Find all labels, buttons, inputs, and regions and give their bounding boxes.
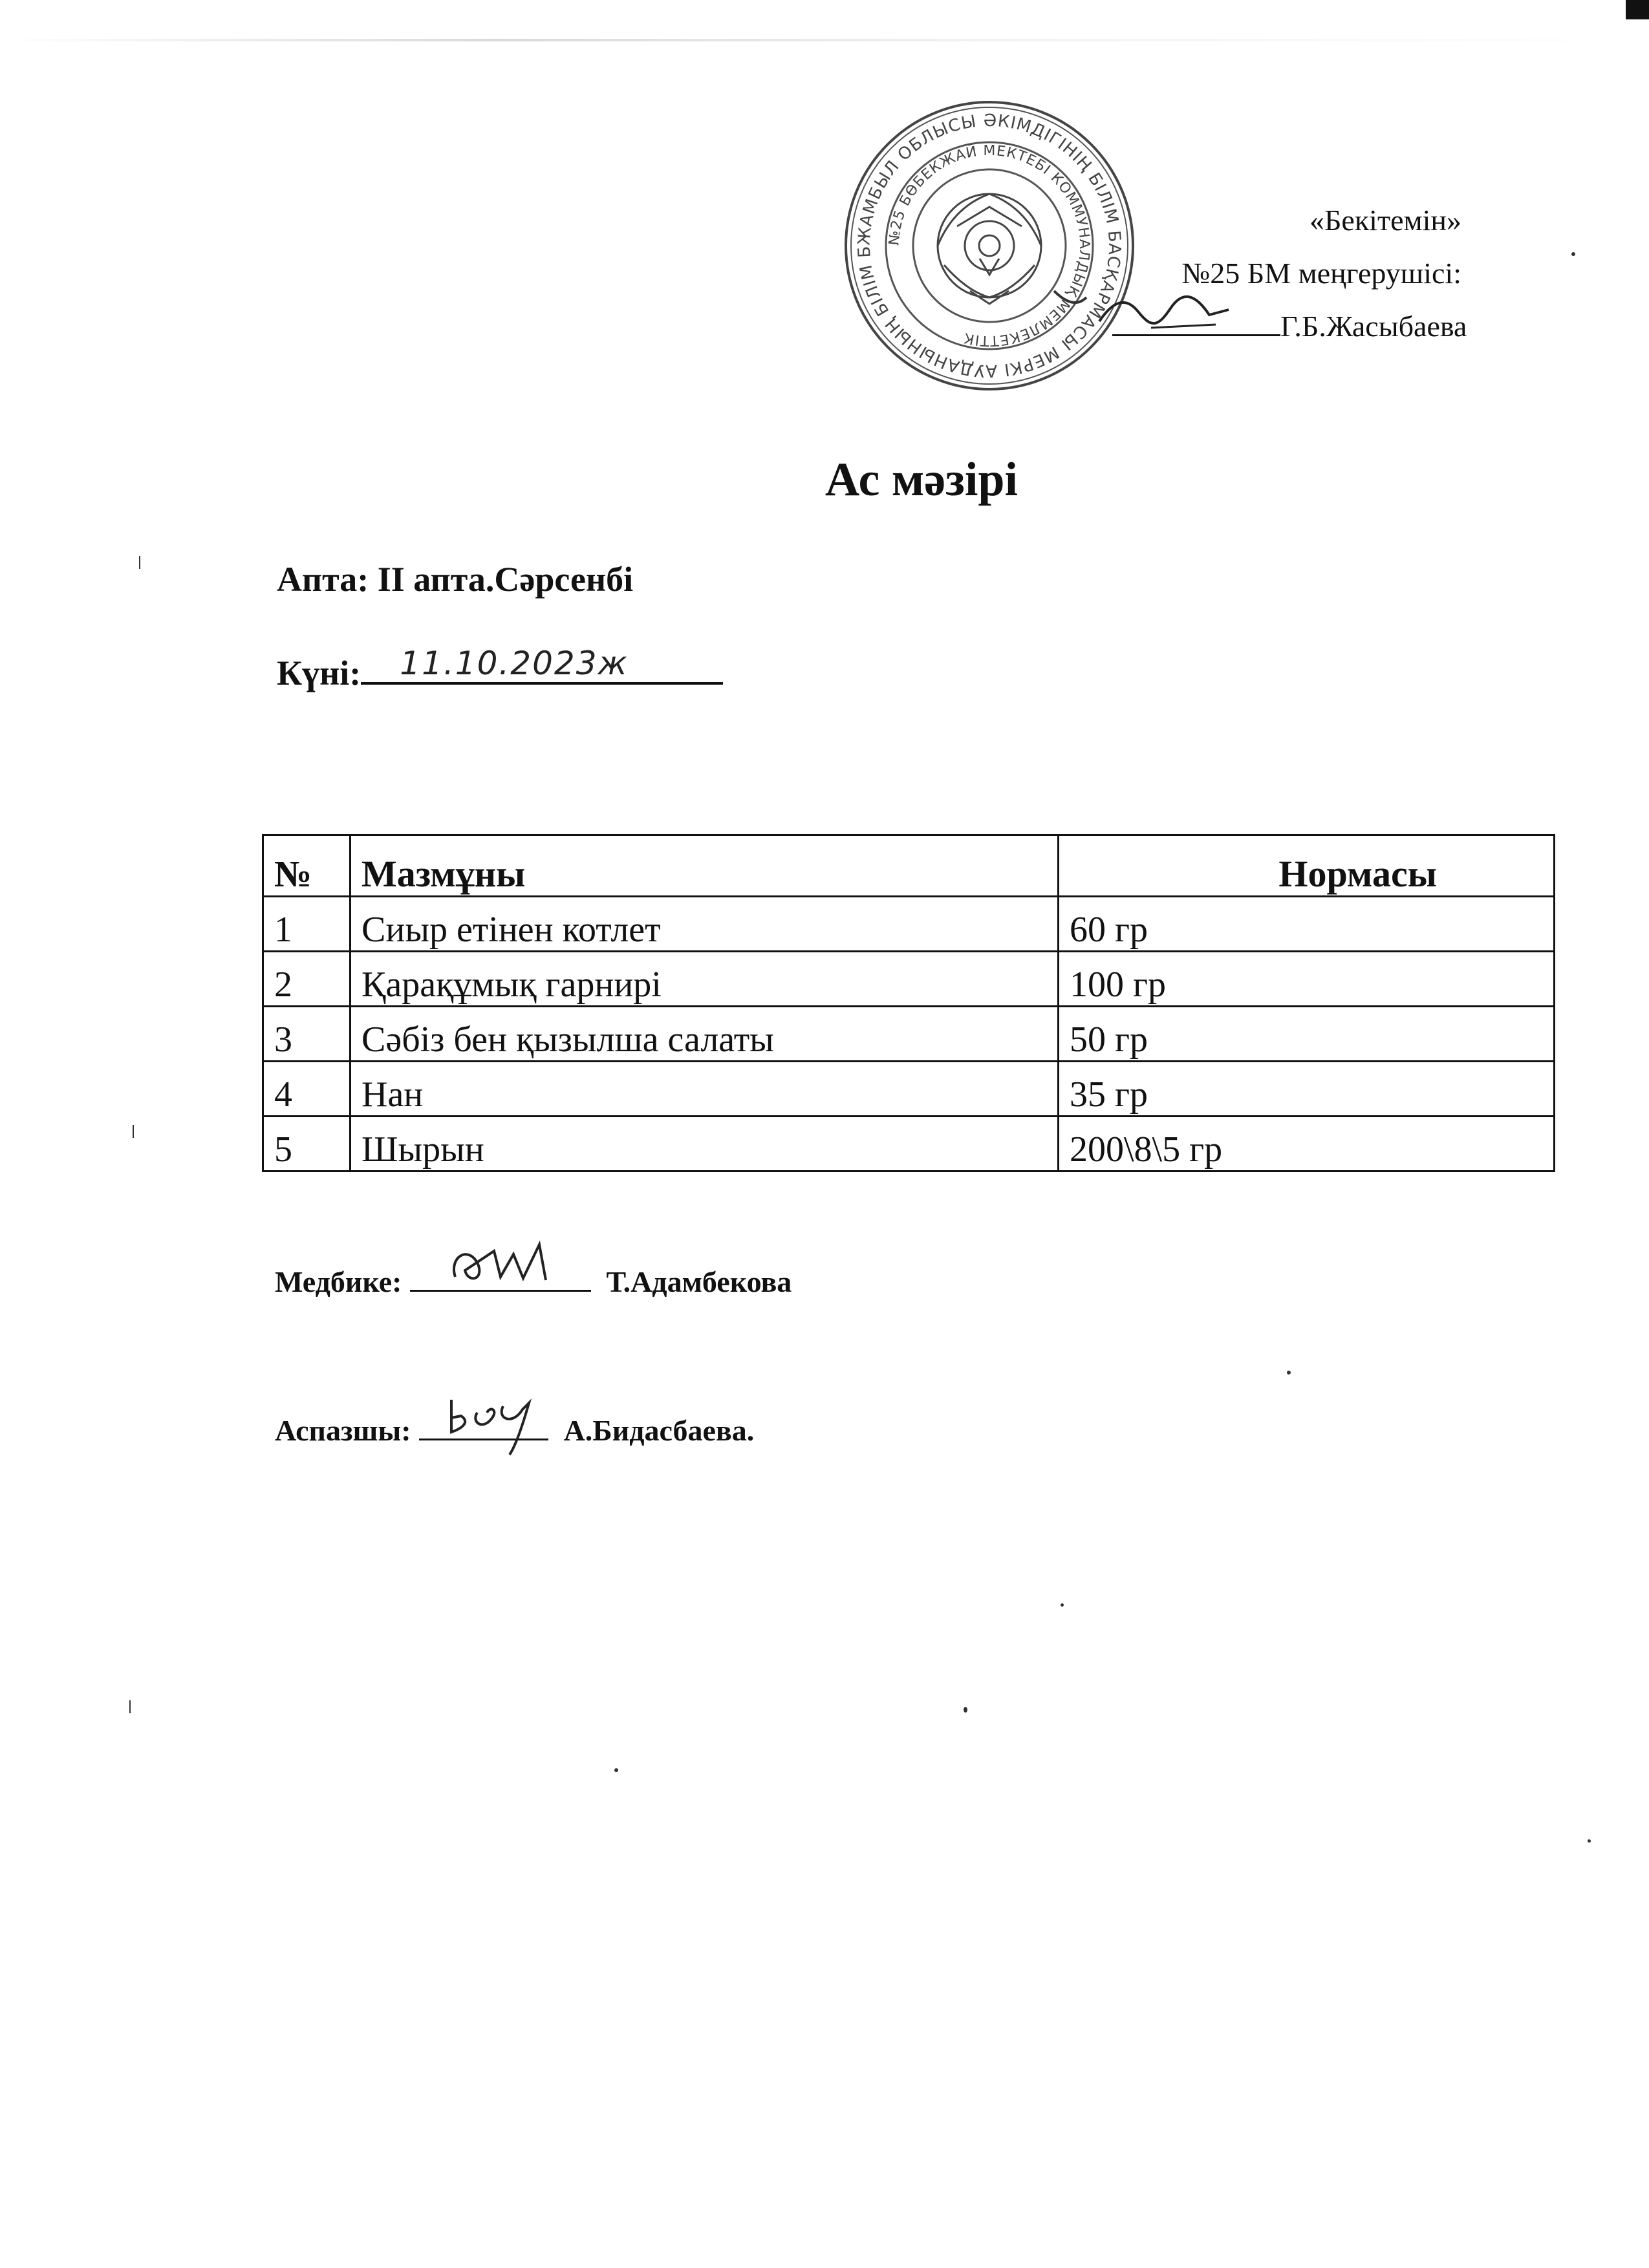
row-num: 3	[263, 1007, 350, 1062]
scan-speck	[1061, 1603, 1064, 1607]
header-name: Мазмұны	[350, 835, 1059, 897]
cook-signature-row	[275, 1406, 754, 1448]
header-num: №	[263, 835, 350, 897]
date-line	[277, 643, 723, 693]
date-field	[361, 643, 723, 685]
week-line	[277, 559, 633, 599]
nurse-signature-row	[275, 1257, 792, 1299]
scan-speck	[133, 1125, 134, 1138]
scan-speck	[1287, 1371, 1291, 1375]
week-label: Апта:	[277, 560, 369, 599]
table-row	[263, 1007, 1555, 1062]
row-norm: 200\8\5 гр	[1059, 1117, 1555, 1171]
date-label: Күні:	[277, 654, 361, 692]
table-row	[263, 1062, 1555, 1117]
scan-speck	[129, 1700, 131, 1713]
approval-position: №25 БМ меңгерушісі:	[1181, 257, 1461, 290]
row-norm: 60 гр	[1059, 897, 1555, 952]
approval-signature-line	[1112, 300, 1467, 353]
scan-speck	[964, 1707, 967, 1713]
header-norm: Нормасы	[1059, 835, 1555, 897]
stamp-outer-text: ЖАМБЫЛ ОБЛЫСЫ ӘКІМДІГІНІҢ БІЛІМ БАСҚАРМАСЫ МЕРКІ АУДАНЫНЫҢ БІЛІМ Б	[854, 111, 1125, 381]
nurse-label: Медбике:	[275, 1265, 402, 1298]
row-norm: 50 гр	[1059, 1007, 1555, 1062]
page-title: Ас мәзірі	[824, 453, 1018, 506]
official-stamp	[841, 97, 1138, 394]
date-value: 11.10.2023ж	[400, 645, 629, 682]
scan-speck	[614, 1768, 618, 1772]
scan-speck	[1571, 252, 1575, 256]
row-num: 4	[263, 1062, 350, 1117]
table-header-row	[263, 835, 1555, 897]
menu-table	[262, 834, 1555, 1172]
scan-corner-mark	[1626, 0, 1649, 19]
row-name: Сәбіз бен қызылша салаты	[350, 1007, 1059, 1062]
scan-speck	[1588, 1839, 1591, 1843]
approval-heading: «Бекітемін»	[1310, 204, 1461, 237]
cook-signature-image	[432, 1387, 548, 1464]
row-num: 1	[263, 897, 350, 952]
table-row	[263, 897, 1555, 952]
row-name: Шырын	[350, 1117, 1059, 1171]
approval-signature-blank	[1112, 302, 1280, 336]
row-norm: 35 гр	[1059, 1062, 1555, 1117]
cook-label: Аспазшы:	[275, 1414, 411, 1447]
stamp-inner-text: №25 БӨБЕКЖАЙ МЕКТЕБІ КОММУНАЛДЫҚ МЕМЛЕКЕТТІК	[886, 142, 1093, 349]
row-name: Сиыр етінен котлет	[350, 897, 1059, 952]
nurse-name: Т.Адамбекова	[606, 1265, 792, 1298]
table-row	[263, 1117, 1555, 1171]
nurse-signature-image	[442, 1232, 572, 1296]
week-value: II апта.Сәрсенбі	[377, 560, 634, 599]
row-num: 2	[263, 952, 350, 1007]
cook-name: А.Бидасбаева.	[563, 1414, 755, 1447]
row-name: Қарақұмық гарнирі	[350, 952, 1059, 1007]
approval-name: Г.Б.Жасыбаева	[1280, 310, 1467, 343]
row-name: Нан	[350, 1062, 1059, 1117]
approval-signature-image	[1086, 283, 1242, 341]
table-row	[263, 952, 1555, 1007]
row-num: 5	[263, 1117, 350, 1171]
scan-speck	[139, 556, 140, 569]
scan-edge	[0, 39, 1649, 41]
stamp-seal-icon	[841, 97, 1138, 394]
approval-block	[1112, 194, 1467, 353]
nurse-signature-blank	[410, 1257, 591, 1292]
row-norm: 100 гр	[1059, 952, 1555, 1007]
cook-signature-blank	[419, 1406, 548, 1440]
svg-text:№25 БӨБЕКЖАЙ МЕКТЕБІ КОММУНАЛД	[887, 143, 1093, 348]
